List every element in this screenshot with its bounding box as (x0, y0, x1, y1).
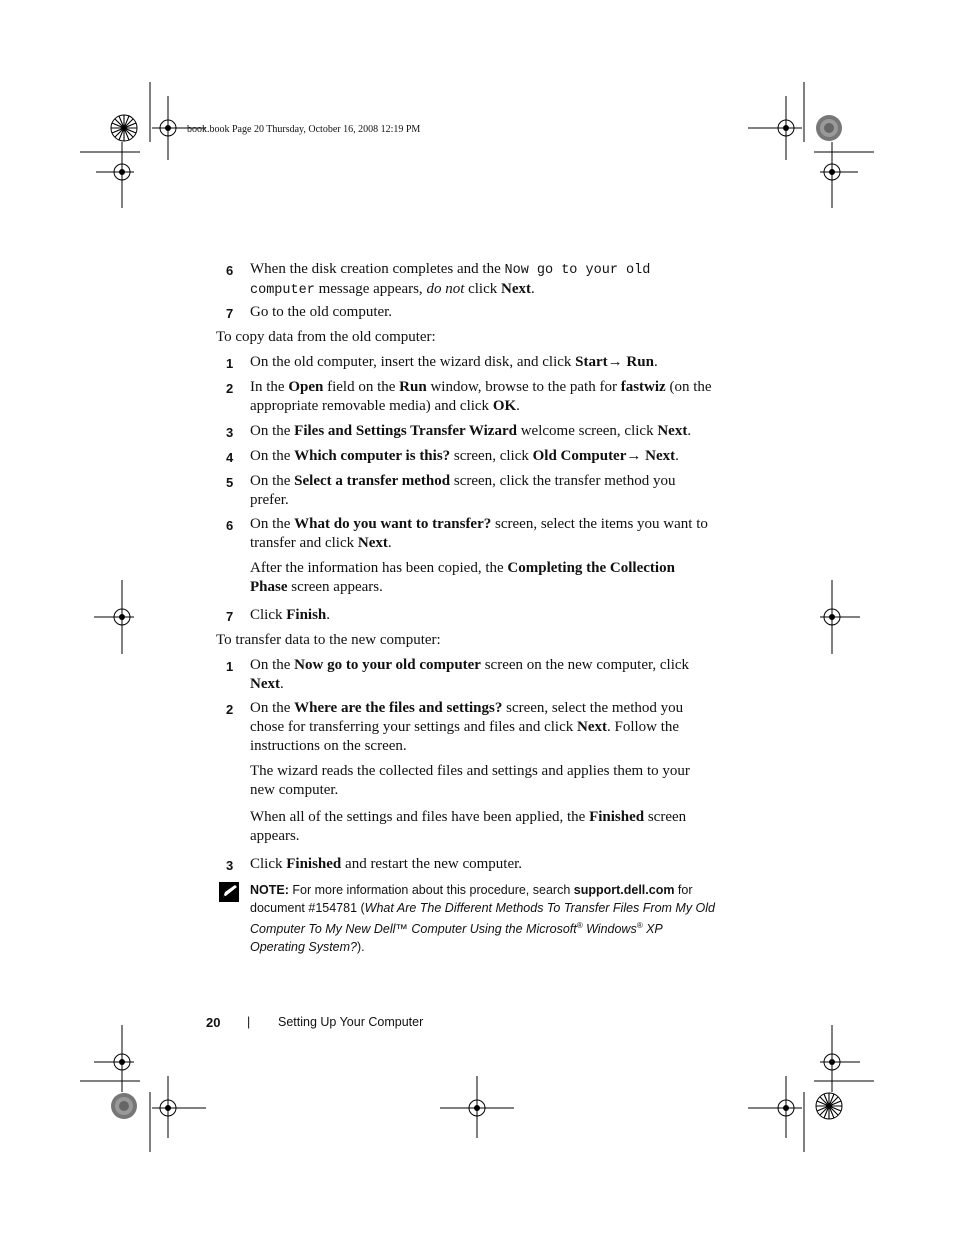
step-text: window, browse to the path for (426, 379, 621, 395)
step-number: 3 (226, 425, 234, 440)
list-item (226, 303, 716, 322)
list-item (226, 353, 716, 372)
step-text: On the old computer, insert the wizard disk, and click (250, 354, 576, 370)
ui-label: Now go to your old computer (294, 657, 481, 673)
ui-label: Finished (589, 809, 645, 825)
list-item (226, 606, 716, 625)
ui-label: Files and Settings Transfer Wizard (294, 423, 517, 439)
arrow-glyph: → (626, 448, 646, 464)
step-text: . (687, 423, 692, 439)
code-text: Now go to your old computer (250, 263, 651, 298)
ui-label: fastwiz (620, 379, 666, 395)
list-item (226, 472, 716, 510)
step-number: 4 (226, 450, 234, 465)
step-text: . (387, 535, 392, 551)
ui-label: Where are the files and settings? (294, 700, 503, 716)
document-title: Windows (582, 922, 637, 937)
step-text: . Follow the instructions on the screen. (250, 719, 680, 754)
ui-label: Next (657, 423, 688, 439)
ui-label: Run (399, 379, 427, 395)
document-title: What Are The Different Methods To Transfer Files From My Old Computer To My New Dell™ Computer Using the Microsoft (250, 900, 716, 937)
ui-label: Open (288, 379, 324, 395)
step-text: Click (250, 607, 287, 623)
step-text: . (675, 448, 679, 464)
step-number: 2 (226, 381, 234, 396)
step-text: screen, click the transfer method you prefer. (250, 473, 676, 508)
ui-label: Which computer is this? (294, 448, 451, 464)
section-title: Setting Up Your Computer (278, 1015, 424, 1029)
document-title: XP Operating System? (250, 922, 663, 954)
list-item (226, 656, 716, 694)
step-text: . (531, 281, 535, 297)
ui-label: Select a transfer method (294, 473, 451, 489)
ui-label: Next (357, 535, 388, 551)
step-continuation: The wizard reads the collected files and settings and applies them to your new computer. (250, 763, 690, 798)
list-item (226, 699, 716, 756)
step-number: 7 (226, 306, 234, 321)
step-text: message appears, (314, 281, 427, 297)
step-text: (on the appropriate removable media) and click (250, 379, 712, 414)
website-link-text: support.dell.com (573, 883, 675, 897)
step-text: Click (250, 856, 287, 872)
ui-label: Completing the Collection Phase (250, 560, 675, 595)
ui-label: Next (576, 719, 607, 735)
list-item (226, 260, 716, 300)
step-text: On the (250, 473, 295, 489)
note-text: For more information about this procedure, search (288, 883, 574, 897)
step-number: 1 (226, 659, 234, 674)
list-item (226, 422, 716, 441)
step-text: After the information has been copied, the (250, 560, 508, 576)
step-text: field on the (323, 379, 400, 395)
note-label: NOTE: (250, 883, 289, 897)
step-text: On the (250, 516, 295, 532)
step-number: 3 (226, 858, 234, 873)
step-text: screen, select the method you chose for transferring your settings and files and click (250, 700, 684, 735)
step-number: 7 (226, 609, 234, 624)
step-text: . (326, 607, 331, 623)
step-text: . (653, 354, 658, 370)
page-number: 20 (206, 1015, 221, 1030)
step-text: On the (250, 657, 295, 673)
step-text: and restart the new computer. (341, 856, 523, 872)
ui-label: Start (575, 354, 608, 370)
footer-separator: | (247, 1015, 251, 1029)
emphasis-text: do not (426, 281, 465, 297)
ui-label: OK (492, 398, 517, 414)
list-item (226, 855, 716, 874)
ui-label: Old Computer (532, 448, 627, 464)
step-text: When the disk creation completes and the (250, 261, 505, 277)
step-number: 6 (226, 518, 234, 533)
ui-label: Next (645, 448, 676, 464)
ui-label: Next (501, 281, 532, 297)
step-text: screen on the new computer, click (480, 657, 690, 673)
section-intro: To copy data from the old computer: (216, 329, 436, 345)
step-text: . (280, 676, 284, 692)
ui-label: Finish (286, 607, 327, 623)
note-block (250, 882, 720, 956)
list-item (226, 447, 716, 466)
step-text: Go to the old computer. (250, 304, 393, 320)
step-continuation (250, 808, 716, 846)
print-slug: book.book Page 20 Thursday, October 16, 2008 12:19 PM (187, 124, 421, 135)
step-text: welcome screen, click (516, 423, 658, 439)
arrow-glyph: → (607, 354, 627, 370)
ui-label: Next (250, 676, 280, 692)
step-text: On the (250, 423, 295, 439)
step-text: screen, select the items you want to transfer and click (250, 516, 708, 551)
note-text: ). (357, 939, 365, 954)
step-text: When all of the settings and files have been applied, the (250, 809, 590, 825)
step-text: On the (250, 700, 295, 716)
step-text: . (516, 398, 520, 414)
ui-label: Run (626, 354, 654, 370)
step-number: 5 (226, 475, 234, 490)
list-item (226, 515, 716, 553)
step-number: 2 (226, 702, 234, 717)
step-text: screen appears. (250, 809, 687, 844)
list-item (226, 378, 716, 416)
note-text: for document #154781 ( (250, 883, 693, 915)
registered-mark: ® (576, 921, 583, 930)
step-number: 1 (226, 356, 234, 371)
step-continuation (250, 559, 716, 597)
section-intro: To transfer data to the new computer: (216, 632, 441, 648)
step-text: screen appears. (287, 579, 383, 595)
ui-label: What do you want to transfer? (294, 516, 492, 532)
registered-mark: ® (636, 921, 643, 930)
step-text: screen, click (450, 448, 533, 464)
step-number: 6 (226, 263, 234, 278)
ui-label: Finished (286, 856, 342, 872)
step-text: On the (250, 448, 295, 464)
step-text: In the (250, 379, 289, 395)
step-text: click (464, 281, 502, 297)
